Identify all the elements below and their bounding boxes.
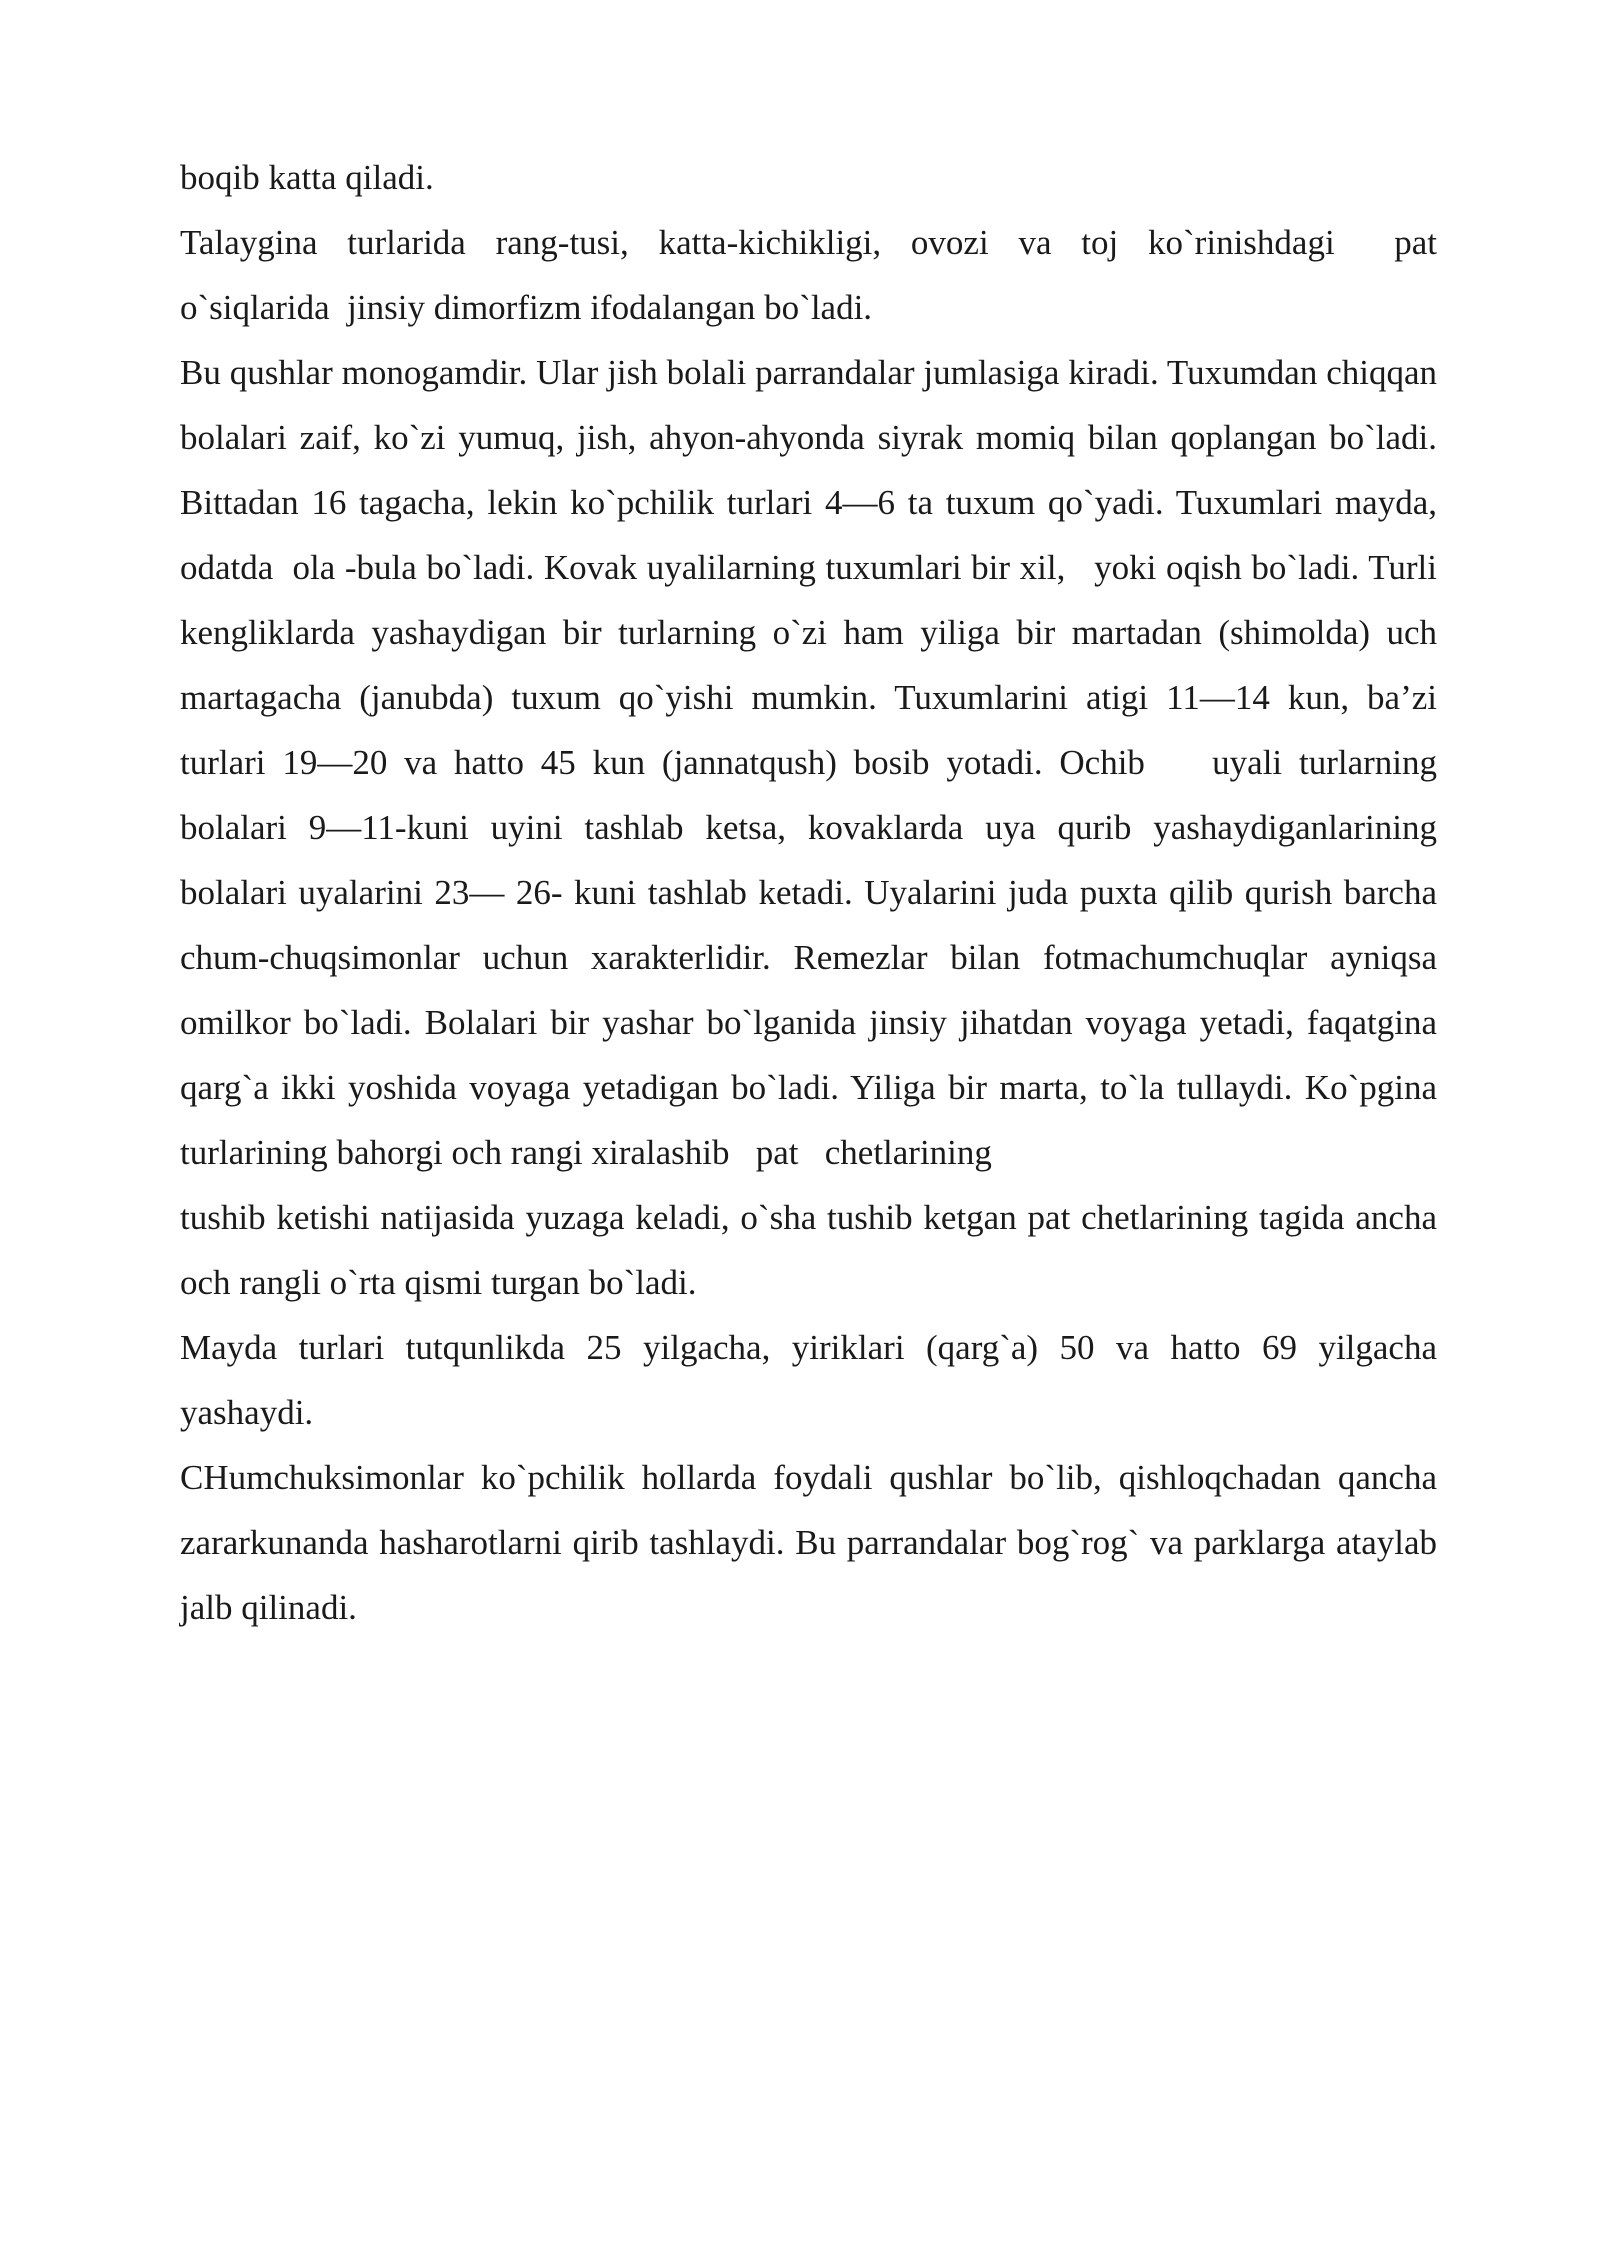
paragraph-dimorphism: Talaygina turlarida rang-tusi, katta-kichikligi, ovozi va toj ko`rinishdagi pat o`siqlarida jinsiy dimorfizm ifodalangan bo`ladi. [180,223,1446,327]
paragraph-usefulness: CHumchuksimonlar ko`pchilik hollarda foydali qushlar bo`lib, qishloqchadan qancha zararkunanda hasharotlarni qirib tashlaydi. Bu parrandalar bog`rog` va parklarga ataylab jalb qilinadi. [180,1458,1446,1627]
document-page [180,145,1446,1640]
paragraph-continuation: boqib katta qiladi. [180,158,434,197]
paragraph-lifespan: Mayda turlari tutqunlikda 25 yilgacha, yiriklari (qarg`a) 50 va hatto 69 yilgacha yashaydi. [180,1328,1446,1432]
paragraph-molting: tushib ketishi natijasida yuzaga keladi, o`sha tushib ketgan pat chetlarining tagida ancha och rangli o`rta qismi turgan bo`ladi. [180,1198,1446,1302]
paragraph-breeding: Bu qushlar monogamdir. Ular jish bolali parrandalar jumlasiga kiradi. Tuxumdan chiqqan bolalari zaif, ko`zi yumuq, jish, ahyon-ahyonda siyrak momiq bilan qoplangan bo`ladi. Bittadan 16 tagacha, lekin ko`pchilik turlari 4—6 ta tuxum qo`yadi. Tuxumlari mayda, odatda ola -bula bo`ladi. Kovak uyalilarning tuxumlari bir xil, yoki oqish bo`ladi. Turli kengliklarda yashaydigan bir turlarning o`zi ham yiliga bir martadan (shimolda) uch martagacha (janubda) tuxum qo`yishi mumkin. Tuxumlarini atigi 11—14 kun, ba’zi turlari 19—20 va hatto 45 kun (jannatqush) bosib yotadi. Ochib uyali turlarning bolalari 9—11-kuni uyini tashlab ketsa, kovaklarda uya qurib yashaydiganlarining bolalari uyalarini 23— 26- kuni tashlab ketadi. Uyalarini juda puxta qilib qurish barcha chum-chuqsimonlar uchun xarakterlidir. Remezlar bilan fotmachumchuqlar ayniqsa omilkor bo`ladi. Bolalari bir yashar bo`lganida jinsiy jihatdan voyaga yetadi, faqatgina qarg`a ikki yoshida voyaga yetadigan bo`ladi. Yiliga bir marta, to`la tullaydi. Ko`pgina turlarining bahorgi och rangi xiralashib pat chetlarining [180,353,1446,1172]
